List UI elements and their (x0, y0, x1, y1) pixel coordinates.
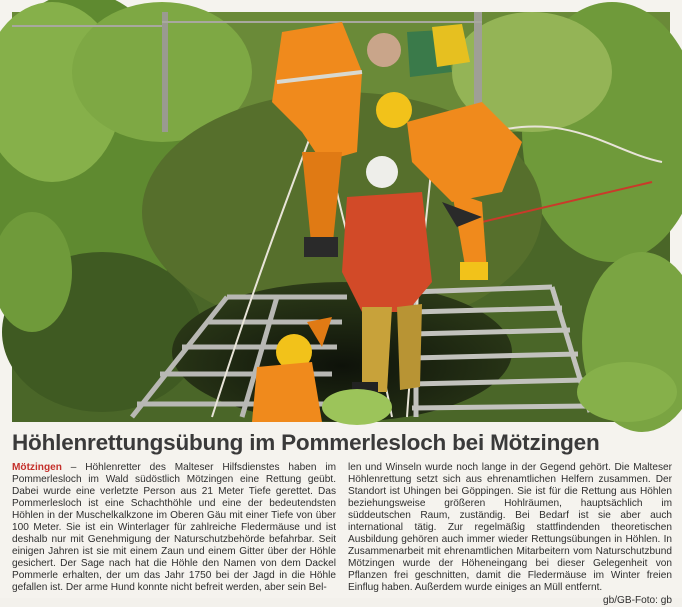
article-headline: Höhlenrettungsübung im Pommerlesloch bei Mötzingen (12, 430, 600, 455)
article-body (12, 462, 672, 606)
column-2-text: len und Winseln wurde noch lange in der Gegend gehört. Die Malteser Höhlenrettung setzt sich aus ehrenamtlichen Helfern zusammen. Der Standort ist Uhingen bei Göppingen. Sie ist für die Rettung aus Höhlen beziehungsweise größeren Hohlräumen, hauptsächlich im süddeutschen Raum, zuständig. Bei Bedarf ist sie aber auch international tätig. Zur regelmäßig stattfindenden theoretischen Ausbildung gehören auch immer wieder Rettungsübungen in Höhlen. In Zusammenarbeit mit ehrenamtlichen Mitarbeitern vom Naturschutzbund Mötzingen wurde der Höheneingang bei dieser Gelegenheit von Pflanzen frei geschnitten, damit die Fledermäuse im Winter freien Einflug haben. Außerdem wurde einiges an Müll entfernt. (348, 462, 672, 594)
article-dateline: Mötzingen (12, 462, 62, 473)
article-column-1 (12, 462, 336, 594)
article-photo (12, 12, 670, 422)
column-1-text: Höhlenretter des Malteser Hilfsdienstes haben im Pommerlesloch im Wald südöstlich Mötzingen eine Rettung geübt. Dabei wurde eine verletzte Person aus 21 Meter Tiefe gerettet. Das Pommerlesloch ist eine Schachthöhle und eine der bedeutendsten Höhlen in der Muschelkalkzone im Oberen Gäu mit einer Tiefe von über 100 Meter. Sie ist ein Winterlager für zahlreiche Fledermäuse und ist deshalb nur mit Genehmigung der Naturschutzbehörde befahrbar. Seit einigen Jahren ist sie mit einem Zaun und einem Gitter über der Höhle gesichert. Der Sage nach hat die Höhle den Namen von dem Dackel Pommerle erhalten, der um das Jahr 1750 bei der Jagd in die Höhle gefallen ist. Der arme Hund konnte nicht befreit werden, aber sein Bel- (12, 462, 336, 594)
article-column-2 (348, 462, 672, 606)
dateline-dash: – (61, 462, 86, 473)
photo-cave-rescue-icon (12, 12, 670, 422)
photo-credit: gb/GB-Foto: gb (602, 594, 672, 606)
